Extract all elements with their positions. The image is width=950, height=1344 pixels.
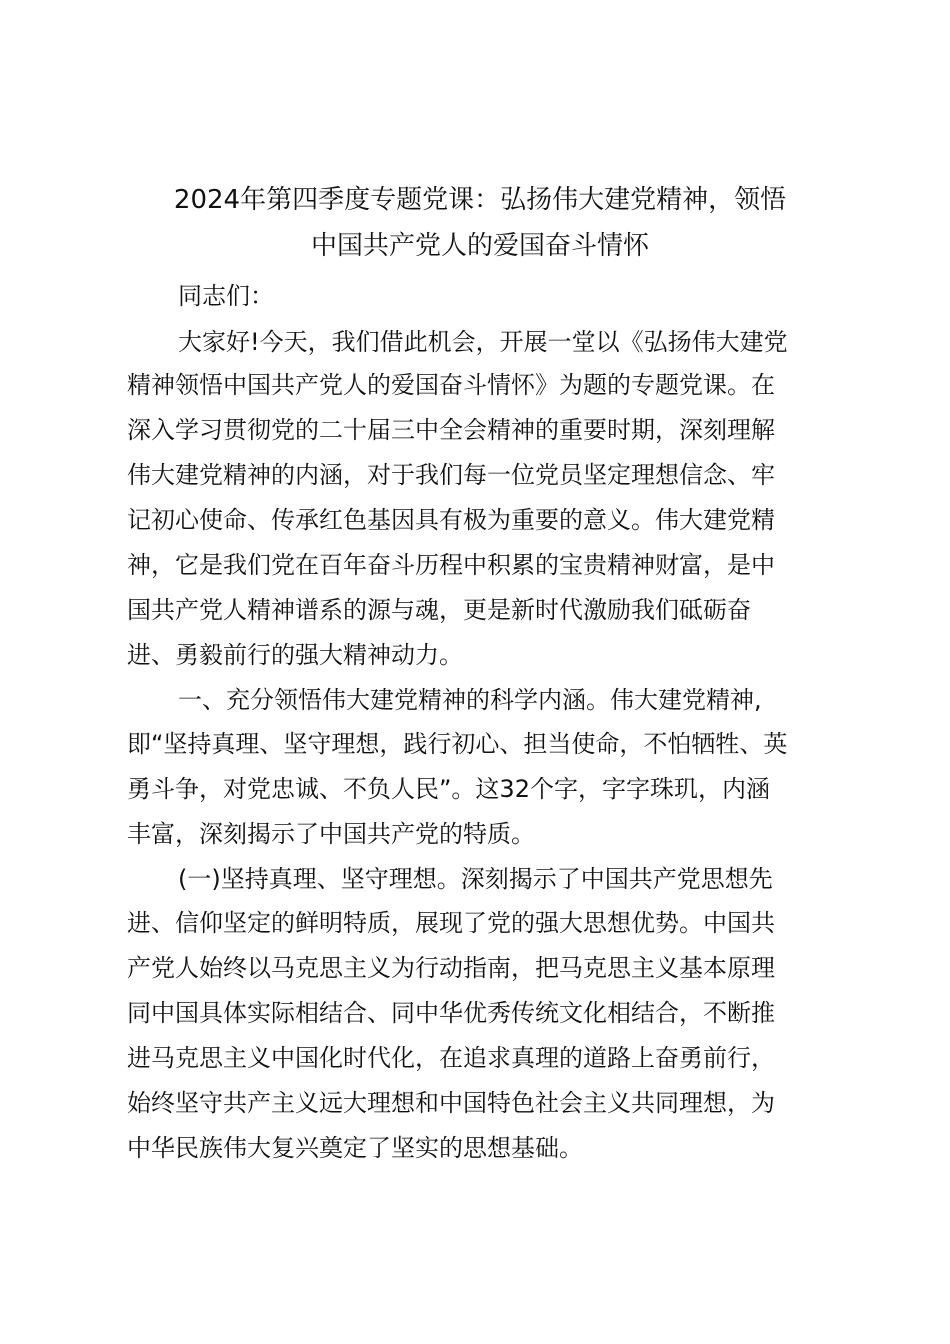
paragraph-line: 伟大建党精神的内涵，对于我们每一位党员坚定理想信念、牢 — [127, 461, 775, 489]
document-title-line-1: 2024年第四季度专题党课：弘扬伟大建党精神，领悟 — [173, 185, 787, 215]
paragraph-line: 勇斗争，对党忠诚、不负人民”。这32个字，字字珠玑，内涵 — [127, 775, 770, 803]
paragraph-line: 始终坚守共产主义远大理想和中国特色社会主义共同理想，为 — [127, 1089, 775, 1117]
paragraph-line: 丰富，深刻揭示了中国共产党的特质。 — [127, 820, 535, 848]
paragraph-line: 精神领悟中国共产党人的爱国奋斗情怀》为题的专题党课。在 — [127, 371, 775, 399]
paragraph-line: 国共产党人精神谱系的源与魂，更是新时代激励我们砥砺奋 — [127, 596, 751, 624]
document-title-line-2: 中国共产党人的爱国奋斗情怀 — [310, 231, 649, 261]
paragraph-line: 产党人始终以马克思主义为行动指南，把马克思主义基本原理 — [127, 954, 775, 982]
paragraph-line: (一)坚持真理、坚守理想。深刻揭示了中国共产党思想先 — [178, 865, 773, 893]
paragraph-line: 神，它是我们党在百年奋斗历程中积累的宝贵精神财富，是中 — [127, 551, 775, 579]
paragraph-line: 大家好!今天，我们借此机会，开展一堂以《弘扬伟大建党 — [178, 328, 788, 356]
paragraph-line: 深入学习贯彻党的二十届三中全会精神的重要时期，深刻理解 — [127, 416, 775, 444]
paragraph-line: 同中国具体实际相结合、同中华优秀传统文化相结合，不断推 — [127, 999, 775, 1027]
paragraph-line: 记初心使命、传承红色基因具有极为重要的意义。伟大建党精 — [127, 506, 775, 534]
paragraph-line: 进、勇毅前行的强大精神动力。 — [127, 641, 463, 669]
greeting: 同志们： — [178, 282, 274, 310]
paragraph-line: 进马克思主义中国化时代化，在追求真理的道路上奋勇前行， — [127, 1044, 775, 1072]
paragraph-line: 进、信仰坚定的鲜明特质，展现了党的强大思想优势。中国共 — [127, 909, 775, 937]
paragraph-line: 即“坚持真理、坚守理想，践行初心、担当使命，不怕牺牲、英 — [127, 730, 788, 758]
paragraph-line: 中华民族伟大复兴奠定了坚实的思想基础。 — [127, 1134, 583, 1162]
paragraph-line: 一、充分领悟伟大建党精神的科学内涵。伟大建党精神, — [178, 686, 762, 714]
